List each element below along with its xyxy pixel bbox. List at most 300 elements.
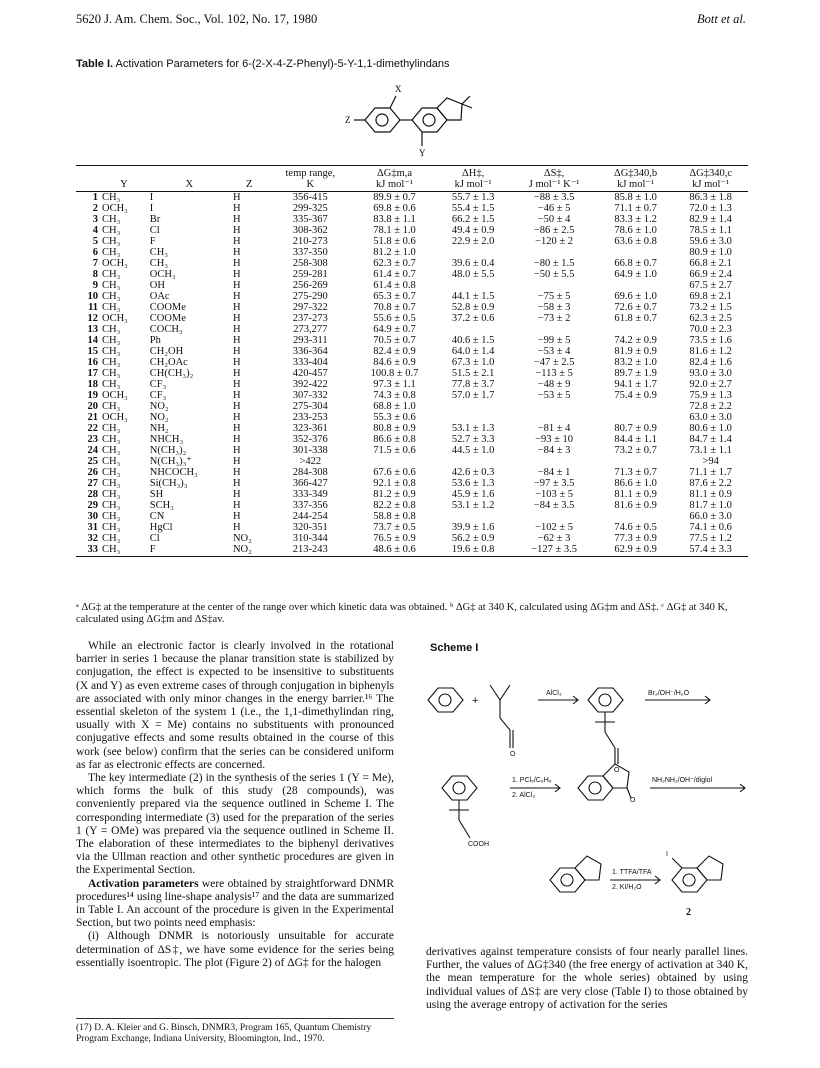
table-cell: CH₃ xyxy=(100,544,148,557)
table-row xyxy=(76,500,748,511)
table-cell: 19.6 ± 0.8 xyxy=(436,544,510,557)
struct-x-label: X xyxy=(395,84,402,94)
table-cell: 333-404 xyxy=(292,357,328,368)
table-cell: −62 ± 3 xyxy=(537,533,571,544)
table-cell: H xyxy=(232,390,241,401)
table-cell: H xyxy=(232,346,241,357)
table-caption xyxy=(76,58,450,70)
table-cell: 53.1 ± 1.3 xyxy=(451,423,495,434)
table-row xyxy=(76,346,748,357)
table-cell: 30 xyxy=(87,511,98,522)
table-cell: 51.5 ± 2.1 xyxy=(451,368,495,379)
table-cell: H xyxy=(232,247,241,258)
table-cell: 52.7 ± 3.3 xyxy=(451,434,495,445)
table-cell: CF₃ xyxy=(149,390,167,401)
table-cell: 42.6 ± 0.3 xyxy=(451,467,495,478)
table-row xyxy=(76,214,748,225)
table-cell: −80 ± 1.5 xyxy=(533,258,575,269)
table-cell xyxy=(436,280,510,291)
table-cell: 63.0 ± 3.0 xyxy=(689,412,732,423)
table-cell: Ph xyxy=(149,335,161,346)
table-row xyxy=(76,412,748,423)
table-cell: −58 ± 3 xyxy=(537,302,571,313)
table-cell xyxy=(510,280,597,291)
col-header-top-8: ΔG‡340,b xyxy=(598,166,674,180)
table-cell: 64.9 ± 0.7 xyxy=(373,324,416,335)
table-cell: 45.9 ± 1.6 xyxy=(451,489,495,500)
table-cell: 352-376 xyxy=(292,434,328,445)
table-cell: OCH₃ xyxy=(102,390,128,401)
table-cell: H xyxy=(232,456,241,467)
table-cell: 89.7 ± 1.9 xyxy=(614,368,657,379)
table-cell: 333-349 xyxy=(292,489,328,500)
table-cell xyxy=(510,401,597,412)
table-caption-text: Activation Parameters for 6-(2-X-4-Z-Phenyl)-5-Y-1,1-dimethylindans xyxy=(115,58,450,70)
paragraph-4: (i) Although DNMR is notoriously unsuitable for accurate determination of ΔS‡, we have some evidence for the series being essentially isoentropic. The plot (Figure 2) of ΔG‡ for the halogen xyxy=(76,930,394,969)
table-cell: 24 xyxy=(87,445,98,456)
left-column xyxy=(76,640,394,970)
table-cell: H xyxy=(232,368,241,379)
col-header-bottom-7: J mol⁻¹ K⁻¹ xyxy=(510,179,597,192)
table-cell: 71.1 ± 1.7 xyxy=(689,467,732,478)
col-header-bottom-4: K xyxy=(267,179,353,192)
table-cell: 9 xyxy=(92,280,98,291)
table-header-row-2 xyxy=(76,179,748,192)
table-cell: 32 xyxy=(87,533,98,544)
table-cell: 48.6 ± 0.6 xyxy=(353,544,436,557)
table-cell xyxy=(510,324,597,335)
table-cell: 27 xyxy=(87,478,98,489)
table-cell: −47 ± 2.5 xyxy=(533,357,575,368)
table-cell xyxy=(598,247,674,258)
footnote-reference-17: (17) D. A. Kleier and G. Binsch, DNMR3, Program 165, Quantum Chemistry Program Exchange, Indiana University, Bloomington, Ind., 1970. xyxy=(76,1018,394,1045)
table-cell: 75.4 ± 0.9 xyxy=(614,390,657,401)
table-cell: 7 xyxy=(92,258,98,269)
table-row xyxy=(76,434,748,445)
col-header-bottom-5: kJ mol⁻¹ xyxy=(353,179,436,192)
table-cell: H xyxy=(232,280,241,291)
table-cell: 73.1 ± 1.1 xyxy=(689,445,732,456)
table-cell: Cl xyxy=(149,225,160,236)
table-cell: 29 xyxy=(87,500,98,511)
table-cell: H xyxy=(232,379,241,390)
table-cell: 58.8 ± 0.8 xyxy=(373,511,416,522)
activation-heading: Activation parameters xyxy=(88,877,199,890)
table-cell: H xyxy=(232,335,241,346)
table-cell: 77.8 ± 3.7 xyxy=(451,379,495,390)
table-cell: H xyxy=(232,511,241,522)
table-cell: 356-415 xyxy=(292,192,328,203)
cooh-label: COOH xyxy=(468,841,489,848)
table-cell xyxy=(436,511,510,522)
table-cell: 275-304 xyxy=(292,401,328,412)
scheme-title: Scheme I xyxy=(430,642,479,654)
table-cell: H xyxy=(232,214,241,225)
table-cell xyxy=(436,401,510,412)
table-cell: 83.8 ± 1.1 xyxy=(373,214,416,225)
col-header-bottom-3: Z xyxy=(231,179,268,192)
table-cell: −46 ± 5 xyxy=(537,203,571,214)
table-cell: 80.8 ± 0.9 xyxy=(373,423,416,434)
table-cell: 66.2 ± 1.5 xyxy=(451,214,495,225)
table-cell: 86.6 ± 1.0 xyxy=(614,478,657,489)
table-cell: 68.8 ± 1.0 xyxy=(373,401,416,412)
table-cell xyxy=(598,280,674,291)
table-cell: 57.4 ± 3.3 xyxy=(673,544,748,557)
table-cell: COCH₃ xyxy=(149,324,183,335)
table-cell: OCH₃ xyxy=(102,412,128,423)
table-cell: 71.5 ± 0.6 xyxy=(373,445,416,456)
table-cell: 64.0 ± 1.4 xyxy=(451,346,495,357)
table-cell: 22.9 ± 2.0 xyxy=(451,236,495,247)
table-cell: 81.2 ± 1.0 xyxy=(373,247,416,258)
table-cell: 33 xyxy=(76,544,100,557)
table-cell: 40.6 ± 1.5 xyxy=(451,335,495,346)
table-cell: 83.2 ± 1.0 xyxy=(614,357,657,368)
compound-2-label: 2 xyxy=(686,907,691,918)
table-cell: 77.5 ± 1.2 xyxy=(689,533,732,544)
table-cell: 18 xyxy=(87,379,98,390)
table-cell: −75 ± 5 xyxy=(537,291,571,302)
table-cell: −120 ± 2 xyxy=(535,236,574,247)
ring-b xyxy=(412,108,447,132)
table-cell: H xyxy=(232,313,241,324)
table-cell: −86 ± 2.5 xyxy=(533,225,575,236)
ring-a xyxy=(365,108,400,132)
table-cell: H xyxy=(232,412,241,423)
table-cell: CF₃ xyxy=(149,379,167,390)
table-cell: 92.1 ± 0.8 xyxy=(373,478,416,489)
table-cell: 56.2 ± 0.9 xyxy=(451,533,495,544)
table-cell: −113 ± 5 xyxy=(535,368,573,379)
col-header-top-6: ΔH‡, xyxy=(436,166,510,180)
col-header-bottom-8: kJ mol⁻¹ xyxy=(598,179,674,192)
table-cell: 72.6 ± 0.7 xyxy=(614,302,657,313)
table-cell: 74.1 ± 0.6 xyxy=(689,522,732,533)
table-cell: 71.1 ± 0.7 xyxy=(614,203,657,214)
table-row xyxy=(76,544,748,557)
product-1-ring xyxy=(588,688,623,712)
table-cell: −102 ± 5 xyxy=(535,522,574,533)
table-cell: CH₃ xyxy=(102,456,121,467)
table-cell: 23 xyxy=(87,434,98,445)
table-cell: 72.0 ± 1.3 xyxy=(689,203,732,214)
table-cell: −73 ± 2 xyxy=(537,313,571,324)
table-cell: 64.9 ± 1.0 xyxy=(614,269,657,280)
table-cell: H xyxy=(232,324,241,335)
table-cell: NO₂ xyxy=(149,412,169,423)
table-cell: 299-325 xyxy=(292,203,328,214)
col-header-top-9: ΔG‡340,c xyxy=(673,166,748,180)
col-header-top-4: temp range, xyxy=(267,166,353,180)
header-citation: 5620 J. Am. Chem. Soc., Vol. 102, No. 17, 1980 xyxy=(76,12,318,26)
table-cell: 73.2 ± 0.7 xyxy=(614,445,657,456)
table-cell: CH₃ xyxy=(149,258,168,269)
col-header-bottom-2: X xyxy=(148,179,231,192)
table-cell: 12 xyxy=(87,313,98,324)
table-cell: H xyxy=(232,225,241,236)
table-cell: 293-311 xyxy=(292,335,328,346)
table-cell: 62.3 ± 0.7 xyxy=(373,258,416,269)
table-cell: 85.8 ± 1.0 xyxy=(614,192,657,203)
table-cell: 70.8 ± 0.7 xyxy=(373,302,416,313)
table-cell: 67.6 ± 0.6 xyxy=(373,467,416,478)
table-cell: 39.9 ± 1.6 xyxy=(451,522,495,533)
table-row xyxy=(76,203,748,214)
table-cell: 84.7 ± 1.4 xyxy=(689,434,732,445)
table-cell: 74.2 ± 0.9 xyxy=(614,335,657,346)
compound-2-ring xyxy=(672,868,707,892)
table-cell: −103 ± 5 xyxy=(535,489,574,500)
header-authors: Bott et al. xyxy=(697,12,746,26)
table-row xyxy=(76,247,748,258)
table-cell: COOMe xyxy=(149,313,186,324)
col-header-top-0 xyxy=(76,166,100,180)
table-cell: 323-361 xyxy=(292,423,328,434)
table-cell: OCH₃ xyxy=(149,269,176,280)
table-cell xyxy=(598,324,674,335)
table-cell: Cl xyxy=(149,533,160,544)
table-cell: 82.4 ± 0.9 xyxy=(373,346,416,357)
col-header-top-7: ΔS‡, xyxy=(510,166,597,180)
table-cell: 97.3 ± 1.1 xyxy=(373,379,416,390)
table-cell: 13 xyxy=(87,324,98,335)
table-row xyxy=(76,280,748,291)
table-cell: CH₃ xyxy=(102,324,121,335)
table-cell: CH₃ xyxy=(102,192,121,203)
ketone-oxygen-1: O xyxy=(510,751,516,758)
table-cell: Si(CH₃)₃ xyxy=(149,478,188,489)
table-cell: CH₃ xyxy=(102,489,121,500)
struct-y-label: Y xyxy=(419,148,426,158)
table-cell: −93 ± 10 xyxy=(535,434,574,445)
table-cell: OCH₃ xyxy=(102,313,128,324)
table-cell xyxy=(436,412,510,423)
table-row xyxy=(76,313,748,324)
table-cell: 25 xyxy=(87,456,98,467)
table-row xyxy=(76,379,748,390)
table-cell: CH₃ xyxy=(102,291,121,302)
table-cell: 82.4 ± 1.6 xyxy=(689,357,732,368)
table-cell xyxy=(510,412,597,423)
table-cell: H xyxy=(232,291,241,302)
table-cell: 61.8 ± 0.7 xyxy=(614,313,657,324)
table-cell: 73.2 ± 1.5 xyxy=(689,302,732,313)
table-cell: H xyxy=(232,203,241,214)
table-row xyxy=(76,335,748,346)
table-cell: 82.9 ± 1.4 xyxy=(689,214,732,225)
table-cell: 55.3 ± 0.6 xyxy=(373,412,416,423)
paragraph-3 xyxy=(76,878,394,931)
table-cell: 55.4 ± 1.5 xyxy=(451,203,495,214)
table-cell xyxy=(510,511,597,522)
table-cell: 297-322 xyxy=(292,302,328,313)
table-row xyxy=(76,445,748,456)
table-cell: H xyxy=(232,236,241,247)
table-cell: SCH₃ xyxy=(149,500,174,511)
table-body xyxy=(76,192,748,557)
table-cell: 82.2 ± 0.8 xyxy=(373,500,416,511)
table-cell: 21 xyxy=(87,412,98,423)
table-cell: 63.6 ± 0.8 xyxy=(614,236,657,247)
activation-text: were obtained by straightforward DNMR procedures¹⁴ using line-shape analysis¹⁷ and the data are summarized in Table I. An account of the procedure is given in the Experimental Section, but two points need emphasis: xyxy=(76,877,394,930)
iodo-label: I xyxy=(666,851,668,858)
table-cell: 273,277 xyxy=(293,324,328,335)
table-cell: 4 xyxy=(92,225,98,236)
table-cell: H xyxy=(232,478,241,489)
table-row xyxy=(76,258,748,269)
right-paragraph: derivatives against temperature consists of four nearly parallel lines. Further, the values of ΔG‡340 (the free energy of activation at 340 K, the mean temperature for the whole series) obtained by using individual values of ΔS‡ are very close (Table I) to those obtained by using the average entropy of activation for the series xyxy=(426,946,748,1011)
table-cell: 259-281 xyxy=(292,269,328,280)
table-cell: CH₃ xyxy=(102,401,121,412)
indan-ring xyxy=(550,868,585,892)
table-cell: CH₃ xyxy=(102,214,121,225)
table-cell: 65.3 ± 0.7 xyxy=(373,291,416,302)
table-cell: CH₃ xyxy=(102,434,121,445)
table-cell: CH₃ xyxy=(102,368,121,379)
table-row xyxy=(76,511,748,522)
table-cell: CH₃ xyxy=(102,533,121,544)
table-cell: H xyxy=(232,489,241,500)
table-cell: >422 xyxy=(299,456,322,467)
table-cell: 69.6 ± 1.0 xyxy=(614,291,657,302)
table-cell: 53.6 ± 1.3 xyxy=(451,478,495,489)
table-cell: 14 xyxy=(87,335,98,346)
col-header-top-3 xyxy=(231,166,268,180)
table-cell: −99 ± 5 xyxy=(537,335,571,346)
table-cell: 8 xyxy=(92,269,98,280)
table-cell: CH₂OH xyxy=(149,346,184,357)
table-cell: 2 xyxy=(92,203,98,214)
table-cell: 49.4 ± 0.9 xyxy=(451,225,495,236)
table-cell: 258-308 xyxy=(292,258,328,269)
table-cell: CH₃ xyxy=(102,467,121,478)
table-cell: H xyxy=(232,423,241,434)
col-header-bottom-0 xyxy=(76,179,100,192)
table-cell: 72.8 ± 2.2 xyxy=(689,401,732,412)
table-cell: 81.1 ± 0.9 xyxy=(614,489,657,500)
table-cell: 67.3 ± 1.0 xyxy=(451,357,495,368)
col-header-top-5: ΔG‡m,a xyxy=(353,166,436,180)
table-cell: −53 ± 4 xyxy=(537,346,571,357)
table-cell: 6 xyxy=(92,247,98,258)
table-cell: 44.1 ± 1.5 xyxy=(451,291,495,302)
table-row xyxy=(76,225,748,236)
table-cell: 44.5 ± 1.0 xyxy=(451,445,495,456)
table-cell: 87.6 ± 2.2 xyxy=(689,478,732,489)
table-cell: 52.8 ± 0.9 xyxy=(451,302,495,313)
table-cell: NHCOCH₃ xyxy=(149,467,198,478)
table-cell: −97 ± 3.5 xyxy=(533,478,575,489)
table-cell: 61.4 ± 0.8 xyxy=(373,280,416,291)
table-cell: N(CH₃)₂ xyxy=(149,445,187,456)
table-cell: 81.6 ± 1.2 xyxy=(689,346,732,357)
table-cell: 78.5 ± 1.1 xyxy=(689,225,732,236)
table-cell: OCH₃ xyxy=(102,203,128,214)
table-cell: CH₃ xyxy=(102,302,121,313)
table-cell: 74.3 ± 0.8 xyxy=(373,390,416,401)
table-cell: 66.8 ± 0.7 xyxy=(614,258,657,269)
table-cell: −53 ± 5 xyxy=(537,390,571,401)
col-header-top-2 xyxy=(148,166,231,180)
table-cell: 62.9 ± 0.9 xyxy=(598,544,674,557)
table-cell: 66.0 ± 3.0 xyxy=(689,511,732,522)
table-cell: 80.7 ± 0.9 xyxy=(614,423,657,434)
table-cell: −88 ± 3.5 xyxy=(533,192,575,203)
table-cell: OCH₃ xyxy=(102,258,128,269)
table-caption-label: Table I. xyxy=(76,58,114,70)
table-cell xyxy=(598,412,674,423)
table-cell: 284-308 xyxy=(292,467,328,478)
table-cell xyxy=(598,511,674,522)
table-cell: OAc xyxy=(149,291,170,302)
table-cell: NO₂ xyxy=(232,533,252,544)
table-row xyxy=(76,291,748,302)
table-cell: 233-253 xyxy=(292,412,328,423)
table-cell: 310-344 xyxy=(292,533,328,544)
table-cell: 392-422 xyxy=(292,379,328,390)
table-cell: 337-350 xyxy=(292,247,328,258)
table-cell xyxy=(436,247,510,258)
table-cell: −50 ± 4 xyxy=(537,214,571,225)
paragraph-1: While an electronic factor is clearly involved in the rotational barrier in series 1 because the planar transition state is stabilized by conjugation, the effect is expected to be insensitive to substituents (X and Y) as even extreme cases of through conjugation in biphenyls are associated with only minor changes in the energy barrier.¹⁶ The essential skeleton of the system 1 (i.e., the 1,1-dimethylindan ring, usually with X = Me) contains no substituents with pronounced conjugative effects and some results obtained in the course of this work (see below) confirm that the series can be considered uniform as far as electronic effects are concerned. xyxy=(76,640,394,771)
table-cell: NH₂ xyxy=(149,423,169,434)
table-row xyxy=(76,269,748,280)
table-cell: −84 ± 1 xyxy=(537,467,571,478)
table-cell: 301-338 xyxy=(292,445,328,456)
table-cell: H xyxy=(232,258,241,269)
table-cell: 26 xyxy=(87,467,98,478)
table-cell: −81 ± 4 xyxy=(537,423,571,434)
table-cell: H xyxy=(232,500,241,511)
table-cell xyxy=(598,456,674,467)
struct-z-label: Z xyxy=(345,115,351,125)
table-cell: CH₃ xyxy=(102,335,121,346)
table-cell: 81.1 ± 0.9 xyxy=(689,489,732,500)
table-cell: I xyxy=(149,192,154,203)
table-cell: COOMe xyxy=(149,302,186,313)
table-cell: 213-243 xyxy=(267,544,353,557)
table-cell: −84 ± 3.5 xyxy=(533,500,575,511)
table-cell: 420-457 xyxy=(292,368,328,379)
table-cell: 37.2 ± 0.6 xyxy=(451,313,495,324)
table-cell: 55.7 ± 1.3 xyxy=(451,192,495,203)
table-row xyxy=(76,522,748,533)
table-cell: CN xyxy=(149,511,165,522)
table-cell: I xyxy=(149,203,154,214)
table-cell: 55.6 ± 0.5 xyxy=(373,313,416,324)
table-cell: 80.9 ± 1.0 xyxy=(689,247,732,258)
table-cell: NO₂ xyxy=(231,544,268,557)
table-cell: 10 xyxy=(87,291,98,302)
table-cell: 67.5 ± 2.7 xyxy=(689,280,732,291)
indanone-oxygen: O xyxy=(630,797,636,804)
table-row xyxy=(76,357,748,368)
table-footnote: ᵃ ΔG‡ at the temperature at the center of the range over which kinetic data was obtained. ᵇ ΔG‡ at 340 K, calculated using ΔG‡m and ΔS‡. ᶜ ΔG‡ at 340 K, calculated using ΔG‡m and ΔS‡av. xyxy=(76,602,728,625)
table-cell xyxy=(510,456,597,467)
reagent-alcl3-2: 2. AlCl₃ xyxy=(512,792,536,799)
table-cell: CH₃ xyxy=(102,269,121,280)
table-cell: 71.3 ± 0.7 xyxy=(614,467,657,478)
table-cell: F xyxy=(148,544,231,557)
table-cell: 16 xyxy=(87,357,98,368)
table-cell: 66.8 ± 2.1 xyxy=(689,258,732,269)
table-cell: 66.9 ± 2.4 xyxy=(689,269,732,280)
table-cell: H xyxy=(232,434,241,445)
reagent-alcl3: AlCl₃ xyxy=(546,690,562,697)
col-header-bottom-1: Y xyxy=(100,179,148,192)
table-cell: 337-356 xyxy=(292,500,328,511)
